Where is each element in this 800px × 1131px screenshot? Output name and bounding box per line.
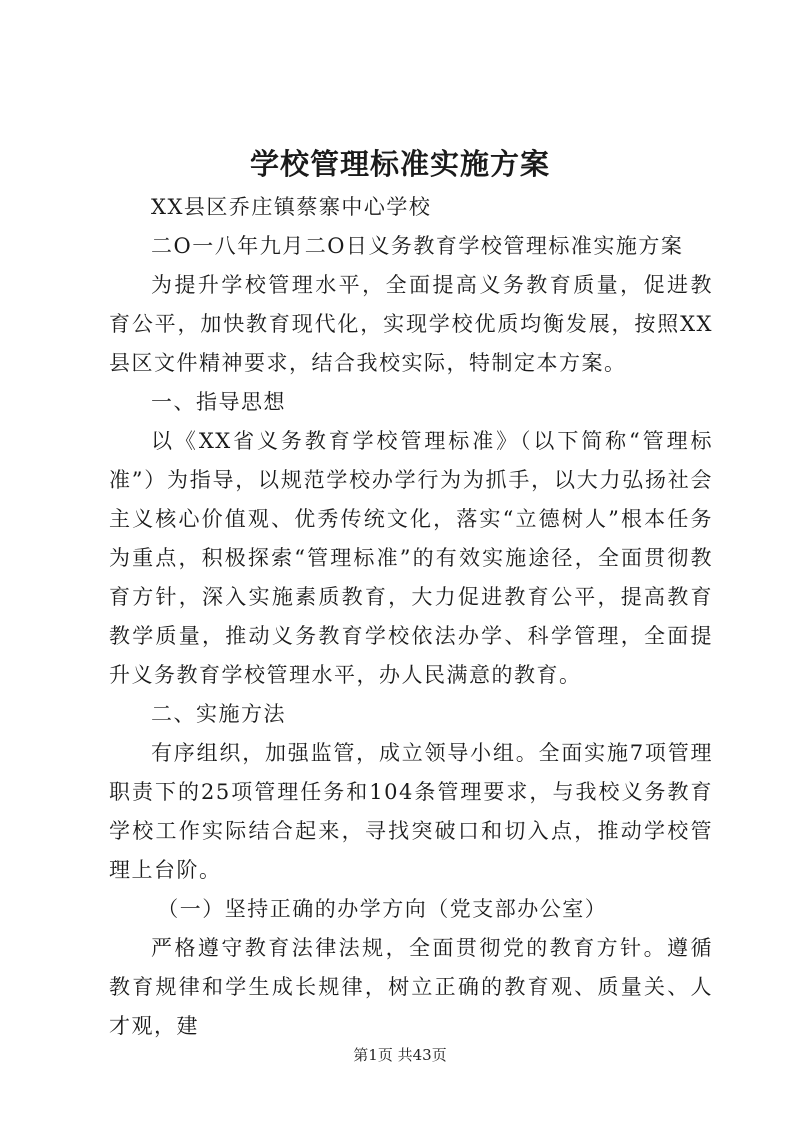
date-subtitle-line: 二O一八年九月二O日义务教育学校管理标准实施方案 — [151, 234, 684, 258]
intro-paragraph: 为提升学校管理水平，全面提高义务教育质量，促进教育公平，加快教育现代化，实现学校优质均衡发展，按照XX县区文件精神要求，结合我校实际，特制定本方案。 — [109, 273, 713, 375]
section-heading-guiding-ideology: 一、指导思想 — [151, 390, 286, 414]
section-heading-implementation-method: 二、实施方法 — [151, 702, 286, 726]
implementation-method-paragraph: 有序组织，加强监管，成立领导小组。全面实施7项管理职责下的25项管理任务和104条管理要求，与我校义务教育学校工作实际结合起来，寻找突破口和切入点，推动学校管理上台阶。 — [109, 741, 713, 882]
page-footer — [0, 1044, 800, 1066]
school-name-line: XX县区乔庄镇蔡寨中心学校 — [151, 195, 432, 219]
subsection-heading-1: （一）坚持正确的办学方向（党支部办公室） — [157, 897, 608, 921]
document-title: 学校管理标准实施方案 — [249, 147, 550, 181]
subsection-1-paragraph: 严格遵守教育法律法规，全面贯彻党的教育方针。遵循教育规律和学生成长规律，树立正确的教育观、质量关、人才观，建 — [109, 936, 713, 1038]
document-body — [109, 188, 713, 1046]
guiding-ideology-paragraph: 以《XX省义务教育学校管理标准》（以下简称“管理标准”）为指导，以规范学校办学行为为抓手，以大力弘扬社会主义核心价值观、优秀传统文化，落实“立德树人”根本任务为重点，积极探索“管理标准”的有效实施途径，全面贯彻教育方针，深入实施素质教育，大力促进教育公平，提高教育教学质量，推动义务教育学校依法办学、科学管理，全面提升义务教育学校管理水平，办人民满意的教育。 — [109, 429, 713, 687]
page-number-label: 第1页 共43页 — [353, 1046, 447, 1064]
